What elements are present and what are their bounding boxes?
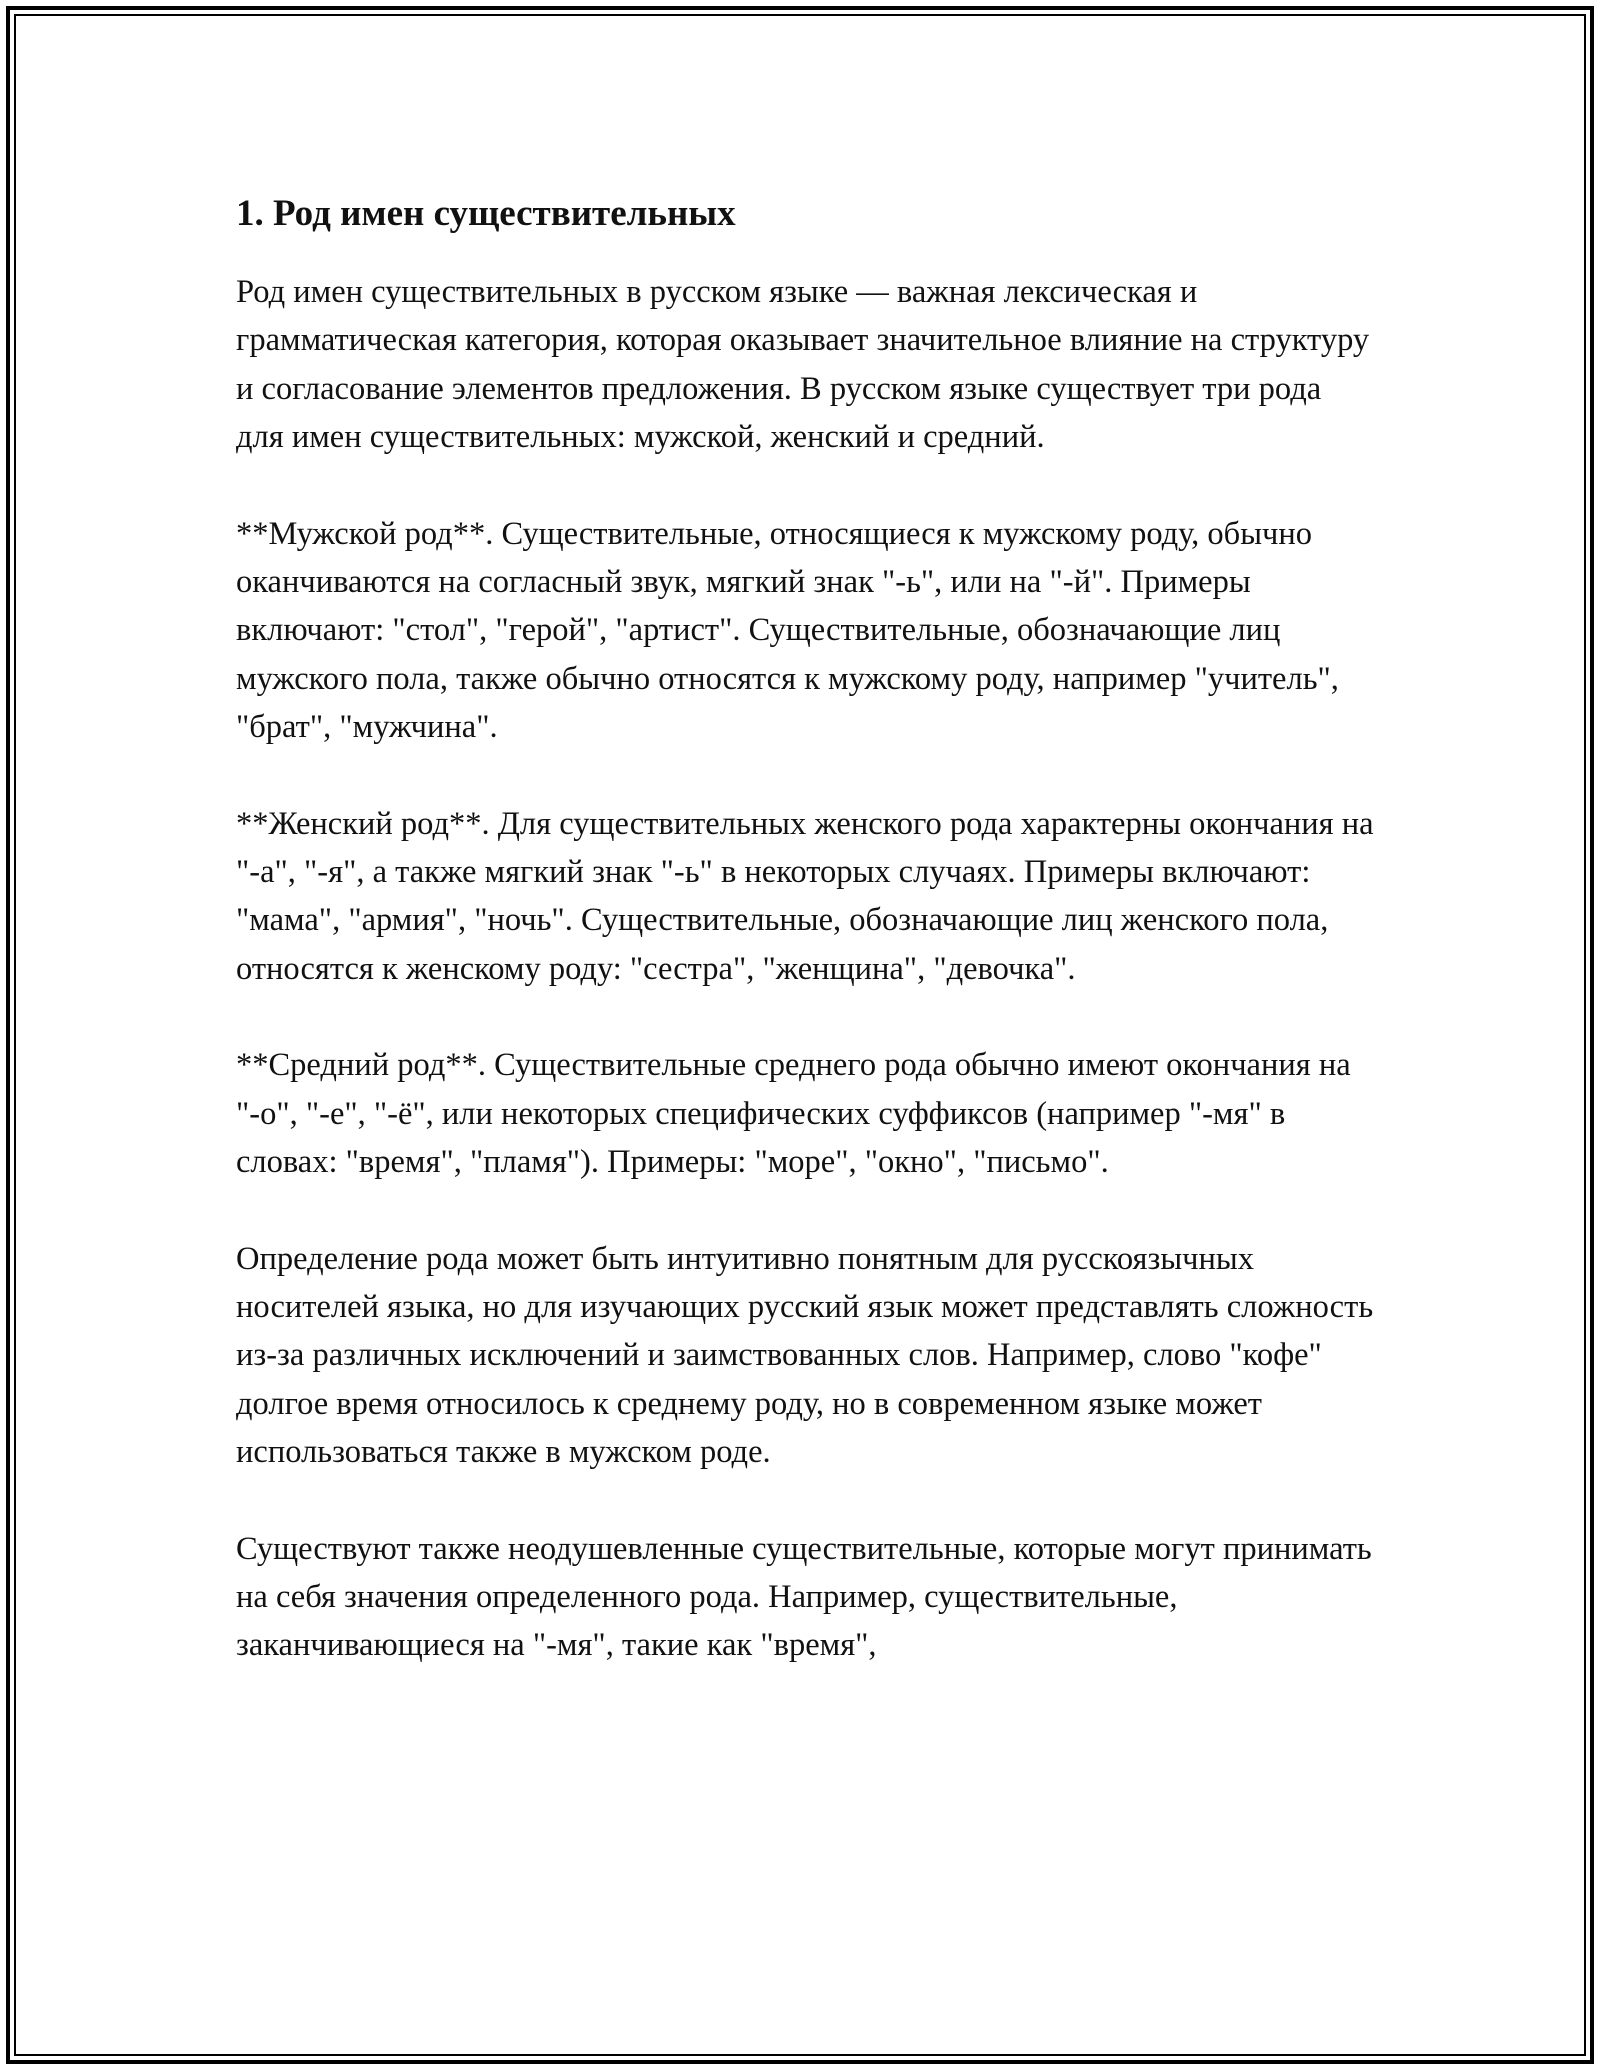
section-heading: 1. Род имен существительных [236,193,736,234]
paragraph-masculine: **Мужской род**. Существительные, относящиеся к мужскому роду, обычно оканчиваются на согласный звук, мягкий знак "-ь", или на "-й". Примеры включают: "стол", "герой", "артист". Существительные, обозначающие лиц мужского пола, также обычно относятся к мужскому роду, например "учитель", "брат", "мужчина". [236,515,1339,746]
paragraph-feminine: **Женский род**. Для существительных женского рода характерны окончания на "-а", "-я", а также мягкий знак "-ь" в некоторых случаях. Примеры включают: "мама", "армия", "ночь". Существительные, обозначающие лиц женского пола, относятся к женскому роду: "сестра", "женщина", "девочка". [236,805,1374,987]
document-body [236,186,1376,1718]
paragraph-difficulty: Определение рода может быть интуитивно понятным для русскоязычных носителей языка, но для изучающих русский язык может представлять сложность из-за различных исключений и заимствованных слов. Например, слово "кофе" долгое время относилось к среднему роду, но в современном языке может использоваться также в мужском роде. [236,1240,1374,1471]
paragraph-neuter: **Средний род**. Существительные среднего рода обычно имеют окончания на "-о", "-е", "-ё", или некоторых специфических суффиксов (например "-мя" в словах: "время", "пламя"). Примеры: "море", "окно", "письмо". [236,1047,1351,1181]
paragraph-inanimate: Существуют также неодушевленные существительные, которые могут принимать на себя значения определенного рода. Например, существительные, заканчивающиеся на "-мя", такие как "время", [236,1530,1372,1664]
paragraph-intro: Род имен существительных в русском языке — важная лексическая и грамматическая категория, которая оказывает значительное влияние на структуру и согласование элементов предложения. В русском языке существует три рода для имен существительных: мужской, женский и средний. [236,274,1370,456]
